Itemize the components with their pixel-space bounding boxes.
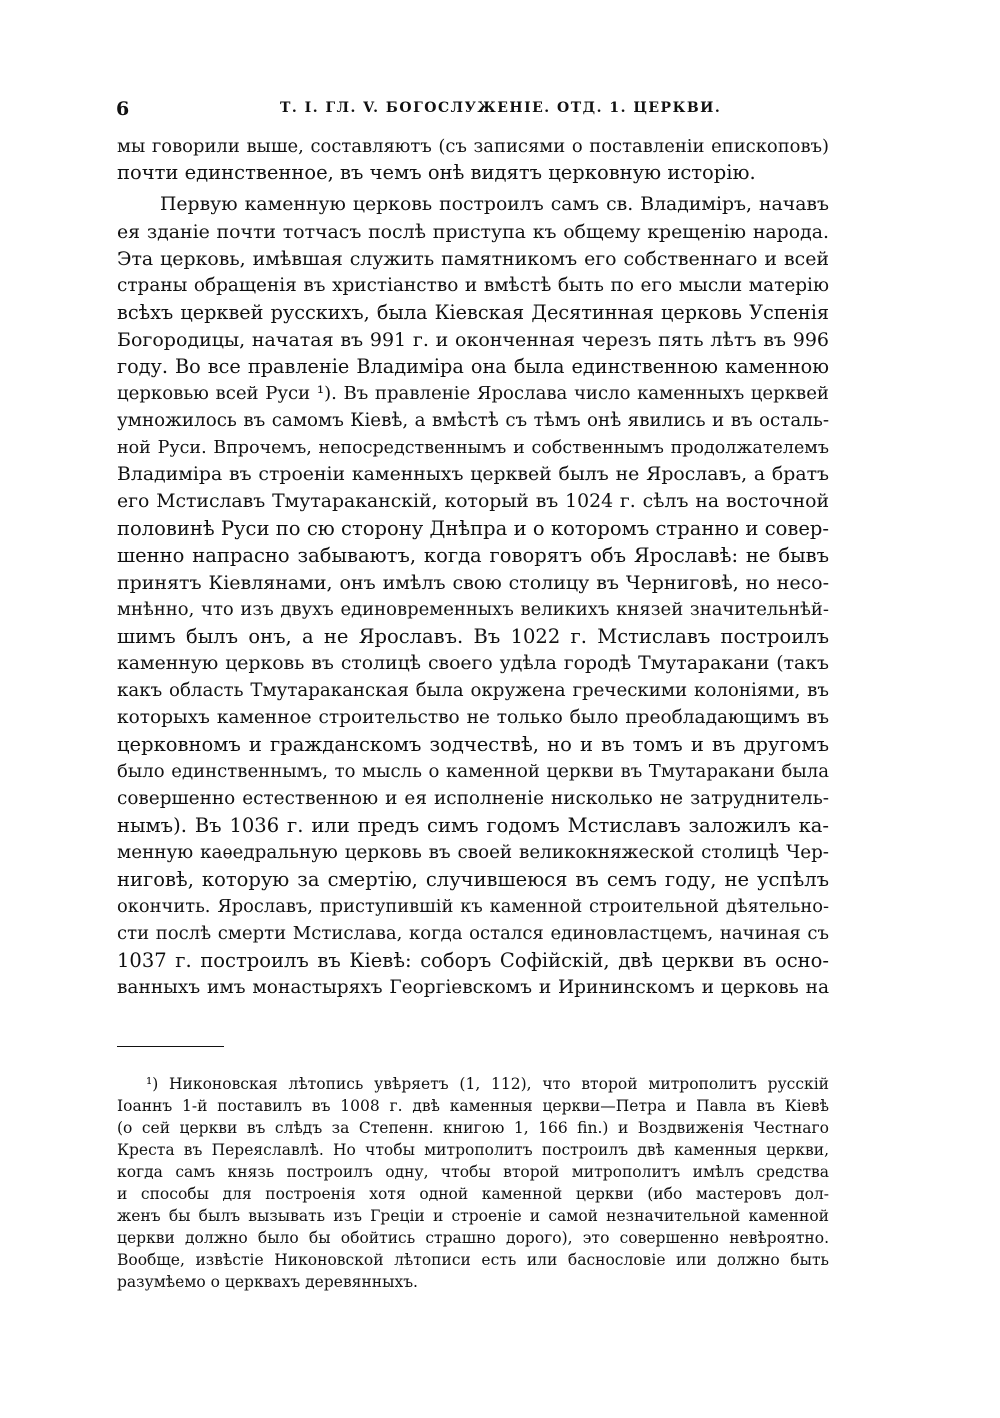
- text-line: шенно напрасно забываютъ, когда говорятъ объ Ярославѣ: не бывъ: [117, 544, 829, 567]
- footnote-line: разумѣемо о церквахъ деревянныхъ.: [117, 1273, 418, 1291]
- footnote-line: церкви должно было бы обойтись страшно дорого), это совершенно невѣроятно.: [117, 1229, 829, 1247]
- text-line: ванныхъ имъ монастыряхъ Георгіевскомъ и Ирининскомъ и церковь на: [117, 977, 829, 998]
- text-line: почти единственное, въ чемъ онѣ видятъ церковную исторію.: [117, 161, 756, 184]
- text-line: Владиміра въ строеніи каменныхъ церквей былъ не Ярославъ, а братъ: [117, 464, 829, 485]
- text-line: нымъ). Въ 1036 г. или предъ симъ годомъ Мстиславъ заложилъ ка-: [117, 814, 829, 837]
- footnote-line: женъ бы былъ вызывать изъ Греціи и строеніе и самой незначительной каменной: [117, 1207, 829, 1225]
- footnote-line: когда самъ князь построилъ одну, чтобы второй митрополитъ имѣлъ средства: [117, 1163, 829, 1181]
- text-line: принятъ Кіевлянами, онъ имѣлъ свою столицу въ Черниговѣ, но несо-: [117, 572, 829, 594]
- text-line: умножилось въ самомъ Кіевѣ, а вмѣстѣ съ тѣмъ онѣ явились и въ осталь-: [117, 410, 829, 431]
- text-line: ея зданіе почти тотчасъ послѣ приступа къ общему крещенію народа.: [117, 221, 829, 243]
- footnote-line: ¹) Никоновская лѣтопись увѣряетъ (1, 112), что второй митрополитъ русскій: [146, 1075, 829, 1093]
- text-line: 1037 г. построилъ въ Кіевѣ: соборъ Софійскій, двѣ церкви въ осно-: [117, 949, 829, 972]
- footnote-divider: [117, 1046, 224, 1047]
- text-line: ной Руси. Впрочемъ, непосредственнымъ и собственнымъ продолжателемъ: [117, 438, 829, 458]
- footnote-line: и способы для построенія хотя одной каменной церкви (ибо мастеровъ дол-: [117, 1185, 829, 1203]
- text-line: каменную церковь въ столицѣ своего удѣла городѣ Тмутаракани (такъ: [117, 653, 829, 674]
- running-head: Т. I. ГЛ. V. БОГОСЛУЖЕНІЕ. ОТД. 1. ЦЕРКВИ.: [280, 100, 722, 116]
- text-line: окончить. Ярославъ, приступившій къ каменной строительной дѣятельно-: [117, 896, 829, 917]
- text-line: сти послѣ смерти Мстислава, когда остался единовластцемъ, начиная съ: [117, 923, 829, 944]
- footnote-line: Вообще, извѣстіе Никоновской лѣтописи есть или баснословіе или должно быть: [117, 1251, 829, 1269]
- text-line: Эта церковь, имѣвшая служить памятникомъ его собственнаго и всей: [117, 248, 829, 270]
- footnote-line: Креста въ Переяславлѣ. Но чтобы митрополитъ построилъ двѣ каменныя церкви,: [117, 1141, 829, 1159]
- footnote-line: Іоаннъ 1-й поставилъ въ 1008 г. двѣ каменныя церкви—Петра и Павла въ Кіевѣ: [117, 1097, 829, 1115]
- text-line: Первую каменную церковь построилъ самъ св. Владиміръ, начавъ: [160, 194, 829, 215]
- text-line: церковью всей Руси ¹). Въ правленіе Ярослава число каменныхъ церквей: [117, 383, 829, 404]
- text-line: году. Во все правленіе Владиміра она была единственною каменною: [117, 355, 829, 378]
- page-number: 6: [116, 98, 130, 120]
- text-line: которыхъ каменное строительство не только было преобладающимъ въ: [117, 707, 829, 728]
- text-line: мнѣнно, что изъ двухъ единовременныхъ великихъ князей значительнѣй-: [117, 599, 829, 620]
- footnote-line: (о сей церкви въ слѣдъ за Степенн. книгою 1, 166 fin.) и Воздвиженія Честнаго: [117, 1119, 829, 1137]
- text-line: какъ область Тмутараканская была окружена греческими колоніями, въ: [117, 680, 829, 701]
- text-line: Богородицы, начатая въ 991 г. и оконченная черезъ пять лѣтъ въ 996: [117, 329, 829, 351]
- text-line: шимъ былъ онъ, а не Ярославъ. Въ 1022 г. Мстиславъ построилъ: [117, 625, 829, 648]
- text-line: менную каѳедральную церковь въ своей великокняжеской столицѣ Чер-: [117, 842, 829, 863]
- text-line: его Мстиславъ Тмутараканскій, который въ 1024 г. сѣлъ на восточной: [117, 491, 829, 512]
- text-line: ниговѣ, которую за смертію, случившеюся въ семъ году, не успѣлъ: [117, 868, 829, 891]
- text-line: совершенно естественною и ея исполненіе нисколько не затруднитель-: [117, 788, 829, 809]
- text-line: половинѣ Руси по сю сторону Днѣпра и о которомъ странно и совер-: [117, 517, 829, 540]
- text-line: всѣхъ церквей русскихъ, была Кіевская Десятинная церковь Успенія: [117, 301, 829, 324]
- text-line: страны обращенія въ христіанство и вмѣстѣ быть по его мысли матерію: [117, 275, 829, 296]
- text-line: было единственнымъ, то мысль о каменной церкви въ Тмутаракани была: [117, 761, 829, 782]
- text-line: мы говорили выше, составляютъ (съ записями о поставленіи епископовъ): [117, 136, 829, 157]
- text-line: церковномъ и гражданскомъ зодчествѣ, но и въ томъ и въ другомъ: [117, 733, 829, 756]
